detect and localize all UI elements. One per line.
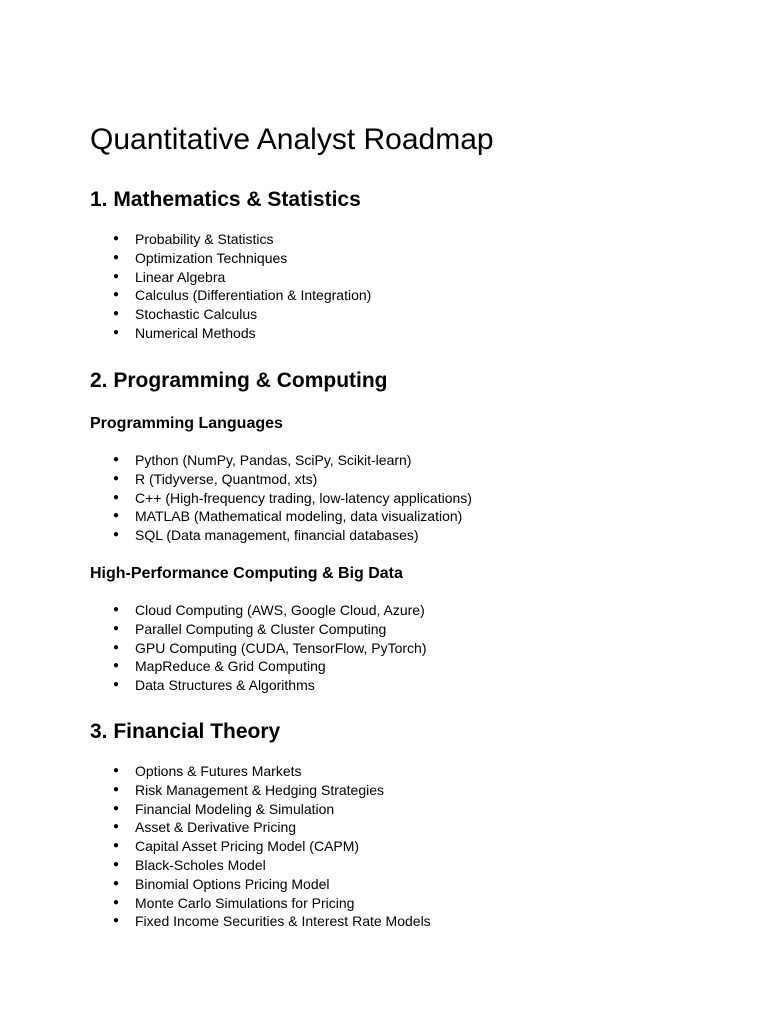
bullet-icon: ●	[113, 783, 120, 795]
list-item: ● Parallel Computing & Cluster Computing	[113, 620, 387, 637]
bullet-icon: ●	[113, 765, 120, 776]
list-item: ● Stochastic Calculus	[113, 306, 258, 323]
bullet-icon: ●	[113, 802, 120, 814]
list-item: ● Monte Carlo Simulations for Pricing	[113, 894, 355, 911]
bullet-icon: ●	[113, 491, 120, 503]
list-item: ● R (Tidyverse, Quantmod, xts)	[113, 470, 318, 487]
list-item: ● Optimization Techniques	[113, 249, 288, 266]
bullet-icon: ●	[113, 877, 120, 889]
list-item: ● C++ (High-frequency trading, low-latency applications)	[113, 489, 472, 506]
bullet-icon: ●	[113, 821, 120, 833]
bullet-icon: ●	[113, 270, 120, 282]
bullet-icon: ●	[113, 251, 120, 263]
bullet-icon: ●	[113, 622, 120, 634]
bullet-icon: ●	[113, 840, 120, 852]
list-item: ● Cloud Computing (AWS, Google Cloud, Azure)	[113, 602, 425, 618]
bullet-icon: ●	[113, 896, 120, 908]
list-item: ● Probability & Statistics	[113, 231, 274, 247]
document-title: Quantitative Analyst Roadmap	[90, 123, 494, 156]
bullet-icon: ●	[113, 510, 120, 522]
bullet-icon: ●	[113, 233, 120, 244]
bullet-icon: ●	[113, 454, 120, 465]
subsection-heading-hpc-big-data: High-Performance Computing & Big Data	[90, 565, 403, 582]
bullet-icon: ●	[113, 679, 120, 691]
hpc-big-data-list	[90, 601, 427, 695]
list-item: ● Capital Asset Pricing Model (CAPM)	[113, 838, 360, 855]
bullet-icon: ●	[113, 604, 120, 615]
bullet-icon: ●	[113, 472, 120, 484]
bullet-icon: ●	[113, 641, 120, 653]
list-item: ● Black-Scholes Model	[113, 856, 266, 873]
bullet-icon: ●	[113, 858, 120, 870]
list-item: ● SQL (Data management, financial databases)	[113, 527, 419, 544]
financial-theory-list	[90, 762, 431, 931]
list-item: ● Risk Management & Hedging Strategies	[113, 781, 385, 798]
list-item: ● MapReduce & Grid Computing	[113, 658, 326, 675]
section-heading-financial-theory: 3. Financial Theory	[90, 720, 281, 743]
list-item: ● Options & Futures Markets	[113, 763, 302, 779]
list-item: ● Asset & Derivative Pricing	[113, 819, 297, 836]
list-item: ● Data Structures & Algorithms	[113, 677, 315, 694]
list-item: ● MATLAB (Mathematical modeling, data visualization)	[113, 508, 463, 525]
list-item: ● Calculus (Differentiation & Integration)	[113, 287, 372, 304]
section-heading-mathematics: 1. Mathematics & Statistics	[90, 188, 361, 211]
subsection-heading-programming-languages: Programming Languages	[90, 415, 283, 432]
bullet-icon: ●	[113, 660, 120, 672]
list-item: ● Fixed Income Securities & Interest Rate Models	[113, 913, 431, 930]
list-item: ● Linear Algebra	[113, 268, 226, 285]
programming-languages-list	[90, 451, 472, 545]
bullet-icon: ●	[113, 915, 120, 927]
mathematics-list	[90, 230, 371, 343]
bullet-icon: ●	[113, 529, 120, 541]
list-item: ● Python (NumPy, Pandas, SciPy, Scikit-learn)	[113, 452, 412, 468]
bullet-icon: ●	[113, 289, 120, 301]
list-item: ● Binomial Options Pricing Model	[113, 875, 330, 892]
bullet-icon: ●	[113, 326, 120, 338]
list-item: ● GPU Computing (CUDA, TensorFlow, PyTorch)	[113, 639, 427, 656]
bullet-icon: ●	[113, 308, 120, 320]
list-item: ● Financial Modeling & Simulation	[113, 800, 335, 817]
list-item: ● Numerical Methods	[113, 324, 256, 341]
section-heading-programming: 2. Programming & Computing	[90, 369, 388, 392]
